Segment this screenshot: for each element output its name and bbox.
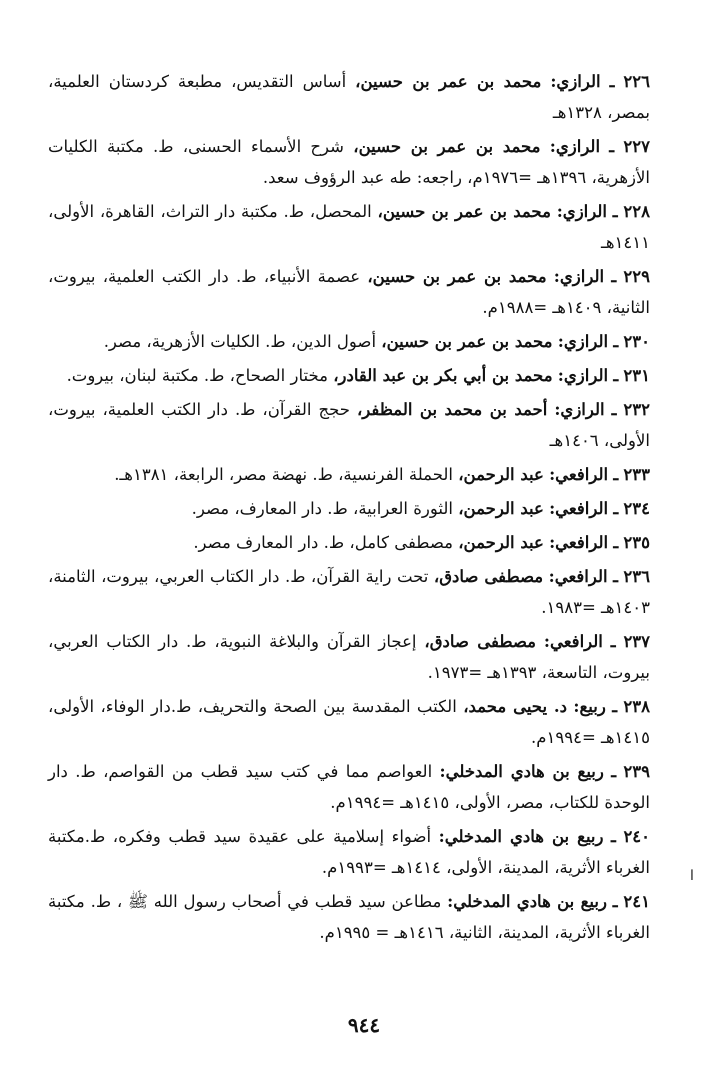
reference-number: ٢٢٦ [623,72,651,91]
reference-entry [48,561,650,623]
reference-author-surname: الرافعي: [549,465,609,484]
reference-author-surname: ربيع: [573,697,606,716]
reference-number: ٢٣١ [623,366,650,385]
reference-entry [48,66,650,128]
reference-details: إعجاز القرآن والبلاغة النبوية، ط. دار الكتاب العربي، بيروت، التاسعة، ١٣٩٣هـ =١٩٧٣. [48,632,650,682]
reference-author-surname: الرافعي: [549,499,609,518]
reference-dash: ـ [609,137,615,156]
reference-author-surname: الرافعي: [549,533,609,552]
reference-number: ٢٣٦ [623,567,650,586]
reference-dash: ـ [609,72,615,91]
reference-dash: ـ [613,533,619,552]
reference-author-surname: الرازي: [554,400,605,419]
reference-author-name: عبد الرحمن، [458,499,544,518]
reference-dash: ـ [613,567,618,586]
reference-entry [48,459,650,490]
reference-author-name: محمد بن أبي بكر بن عبد القادر، [333,366,553,385]
reference-dash: ـ [613,366,619,385]
reference-author-name: محمد بن عمر بن حسين، [367,267,547,286]
reference-number: ٢٣٣ [623,465,650,484]
reference-entry [48,691,650,753]
page-number: ٩٤٤ [347,1013,381,1037]
reference-details: حجج القرآن، ط. دار الكتب العلمية، بيروت، الأولى، ١٤٠٦هـ [48,400,650,450]
reference-entry [48,821,650,883]
reference-entry [48,394,650,456]
reference-author-name: محمد بن عمر بن حسين، [353,137,541,156]
reference-author-name: أحمد بن محمد بن المظفر، [356,400,548,419]
reference-author-surname: الرازي: [549,137,601,156]
reference-number: ٢٢٨ [623,202,650,221]
reference-number: ٢٤٠ [623,827,651,846]
reference-details: عصمة الأنبياء، ط. دار الكتب العلمية، بيروت، الثانية، ١٤٠٩هـ =١٩٨٨م. [48,267,650,317]
reference-dash: ـ [613,332,619,351]
reference-entry [48,326,650,357]
reference-entry [48,131,650,193]
reference-details: الكتب المقدسة بين الصحة والتحريف، ط.دار الوفاء، الأولى، ١٤١٥هـ =١٩٩٤م. [48,697,650,747]
reference-details: شرح الأسماء الحسنى، ط. مكتبة الكليات الأزهرية، ١٣٩٦هـ =١٩٧٦م، راجعه: طه عبد الرؤوف سعد. [48,137,650,187]
reference-entry [48,196,650,258]
reference-number: ٢٣٧ [623,632,651,651]
reference-number: ٢٢٩ [623,267,650,286]
reference-author-surname: ربيع بن هادي المدخلي: [447,892,607,911]
reference-author-name: عبد الرحمن، [458,465,544,484]
reference-number: ٢٣٠ [623,332,650,351]
reference-number: ٢٣٩ [623,762,651,781]
reference-dash: ـ [613,499,619,518]
reference-number: ٢٢٧ [623,137,650,156]
reference-details: أصول الدين، ط. الكليات الأزهرية، مصر. [103,332,377,351]
reference-details: أضواء إسلامية على عقيدة سيد قطب وفكره، ط.مكتبة الغرباء الأثرية، المدينة، الأولى، ١٤١٤هـ =١٩٩٣م. [48,827,650,877]
reference-number: ٢٣٢ [623,400,651,419]
reference-author-name: محمد بن عمر بن حسين، [381,332,553,351]
reference-author-surname: ربيع بن هادي المدخلي: [438,827,604,846]
reference-dash: ـ [611,400,617,419]
reference-author-surname: ربيع بن هادي المدخلي: [439,762,604,781]
reference-author-name: محمد بن عمر بن حسين، [377,202,551,221]
reference-entry [48,493,650,524]
reference-entry [48,626,650,688]
reference-author-name: د. يحيى محمد، [463,697,568,716]
reference-entry [48,527,650,558]
reference-author-name: محمد بن عمر بن حسين، [355,72,542,91]
reference-author-surname: الرافعي: [543,632,603,651]
reference-dash: ـ [611,827,616,846]
reference-dash: ـ [612,697,618,716]
reference-details: مصطفى كامل، ط. دار المعارف مصر. [193,533,453,552]
reference-author-name: مصطفى صادق، [433,567,544,586]
reference-number: ٢٣٥ [623,533,650,552]
reference-dash: ـ [612,892,618,911]
reference-number: ٢٣٤ [623,499,650,518]
reference-entry [48,886,650,948]
reference-author-surname: الرازي: [557,332,609,351]
reference-details: مختار الصحاح، ط. مكتبة لبنان، بيروت. [66,366,328,385]
reference-entry [48,261,650,323]
reference-details: الحملة الفرنسية، ط. نهضة مصر، الرابعة، ١٣٨١هـ. [114,465,453,484]
reference-details: تحت راية القرآن، ط. دار الكتاب العربي، بيروت، الثامنة، ١٤٠٣هـ =١٩٨٣. [48,567,650,617]
reference-author-surname: الرازي: [557,366,609,385]
reference-dash: ـ [611,762,617,781]
reference-number: ٢٤١ [623,892,650,911]
reference-number: ٢٣٨ [623,697,650,716]
reference-author-surname: الرازي: [550,72,601,91]
reference-dash: ـ [610,632,616,651]
reference-author-surname: الرازي: [553,267,605,286]
reference-entry [48,756,650,818]
reference-details: الثورة العرابية، ط. دار المعارف، مصر. [191,499,453,518]
reference-dash: ـ [611,267,617,286]
reference-author-surname: الرازي: [556,202,607,221]
reference-author-name: عبد الرحمن، [458,533,544,552]
reference-entry [48,360,650,391]
reference-author-surname: الرافعي: [548,567,608,586]
references-list [48,66,650,951]
reference-author-name: مصطفى صادق، [424,632,537,651]
reference-details: العواصم مما في كتب سيد قطب من القواصم، ط. دار الوحدة للكتاب، مصر، الأولى، ١٤١٥هـ =١٩٩٤م. [48,762,650,812]
reference-details: المحصل، ط. مكتبة دار التراث، القاهرة، الأولى، ١٤١١هـ [48,202,650,252]
margin-mark: ا [690,868,694,884]
reference-details: أساس التقديس، مطبعة كردستان العلمية، بمصر، ١٣٢٨هـ [48,72,650,122]
reference-dash: ـ [613,465,619,484]
reference-details: مطاعن سيد قطب في أصحاب رسول الله ﷺ ، ط. مكتبة الغرباء الأثرية، المدينة، الثانية، ١٤١٦هـ = ١٩٩٥م. [48,892,650,942]
reference-dash: ـ [612,202,618,221]
